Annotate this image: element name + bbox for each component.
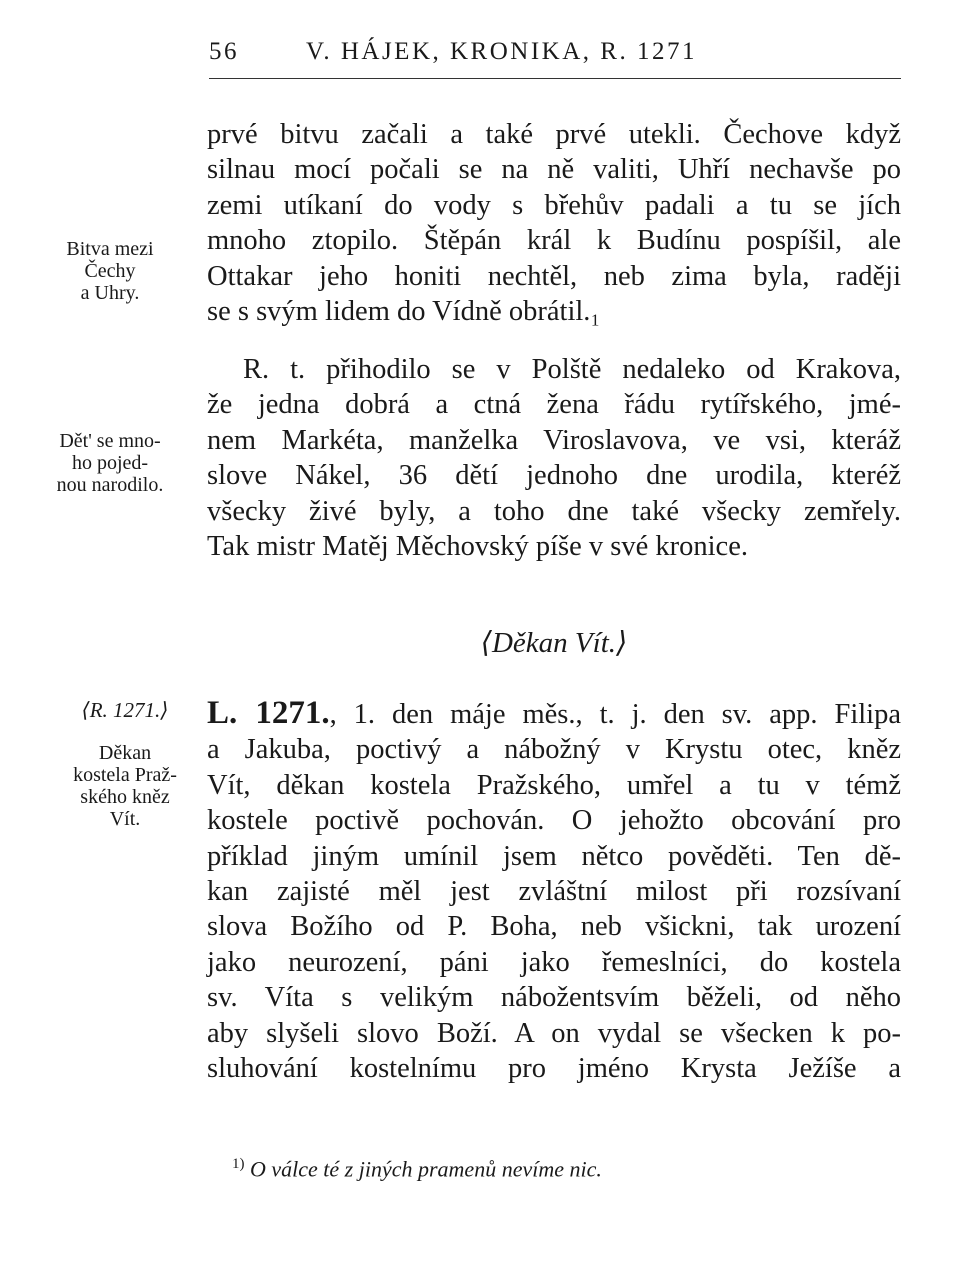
section-heading: ⟨Děkan Vít.⟩ [480,627,628,659]
paragraph-dean-vit [207,696,901,1086]
text-line: kostele poctivě pochován. O jehožto obcování pro [207,805,901,837]
margin-line: Bitva mezi [66,238,154,260]
text-line: prvé bitvu začali a také prvé utekli. Čechove když [207,119,901,150]
text-line: jako neurození, páni jako řemeslníci, do kostela [207,946,901,978]
margin-line: a Uhry. [80,282,140,304]
running-head [209,38,901,79]
footnote [232,1156,901,1182]
text-line: že jedna dobrá a ctná žena řádu rytířského, jmé- [207,389,901,421]
text-line: R. t. přihodilo se v Polště nedaleko od Krakova, [243,354,901,385]
margin-note-battle [25,238,195,304]
text-line: a Jakuba, poctivý a nábožný v Krystu otec, kněz [207,734,901,766]
margin-note-dean [40,742,210,830]
page-number: 56 [209,38,239,65]
text-line: slove Nákel, 36 dětí jednoho dne urodila, kteréž [207,460,901,492]
margin-line: ského kněz [80,786,170,808]
text-line: zemi utíkaní do vody s břehův padali a tu se jích [207,189,901,221]
text-line: se s svým lidem do Vídně obrátil.₁ [207,296,601,328]
footnote-marker: 1) [232,1156,245,1172]
margin-note-births [25,430,195,496]
text-line: mnoho ztopilo. Štěpán král k Budínu pospíšil, ale [207,225,901,257]
text-line: Tak mistr Matěj Měchovský píše v své kronice. [207,531,748,563]
text-line: sluhování kostelnímu pro jméno Krysta Ježíše a [207,1053,901,1085]
text-line: aby slyšeli slovo Boží. A on vydal se všecken k po- [207,1017,901,1049]
text-line [207,696,901,732]
margin-line: Čechy [84,260,136,282]
margin-line: kostela Praž- [73,764,177,786]
text-line: Ottakar jeho honiti nechtěl, neb zima byla, raději [207,260,901,292]
margin-date: ⟨R. 1271.⟩ [81,698,169,722]
year-label: L. 1271. [207,695,330,731]
footnote-text: O válce té z jiných pramenů nevíme nic. [250,1156,602,1182]
text-line: Vít, děkan kostela Pražského, umřel a tu v témž [207,769,901,801]
paragraph-battle [207,117,901,329]
margin-line: nou narodilo. [56,474,164,496]
paragraph-births [207,352,901,564]
text-line: příklad jiným umínil jsem nětco pověděti. Ten dě- [207,840,901,872]
margin-line: Děkan [98,742,152,764]
margin-line: Vít. [109,808,141,830]
text-line: kan zajisté měl jest zvláštní milost při rozsívaní [207,876,901,908]
first-line-text: , 1. den máje měs., t. j. den sv. app. Filipa [329,699,901,730]
text-line: všecky živé byly, a toho dne také všecky zemřely. [207,495,901,527]
running-title: V. HÁJEK, KRONIKA, R. 1271 [306,38,697,65]
text-line: silnau mocí počali se na ně valiti, Uhří nechavše po [207,154,901,186]
margin-line: Dět' se mno- [59,430,161,452]
text-line: slova Božího od P. Boha, neb všickni, tak urození [207,911,901,943]
margin-line: ho pojed- [71,452,149,474]
text-line: sv. Víta s velikým nábožentsvím běželi, od něho [207,982,901,1014]
text-line: nem Markéta, manželka Viroslavova, ve vsi, kteráž [207,424,901,456]
